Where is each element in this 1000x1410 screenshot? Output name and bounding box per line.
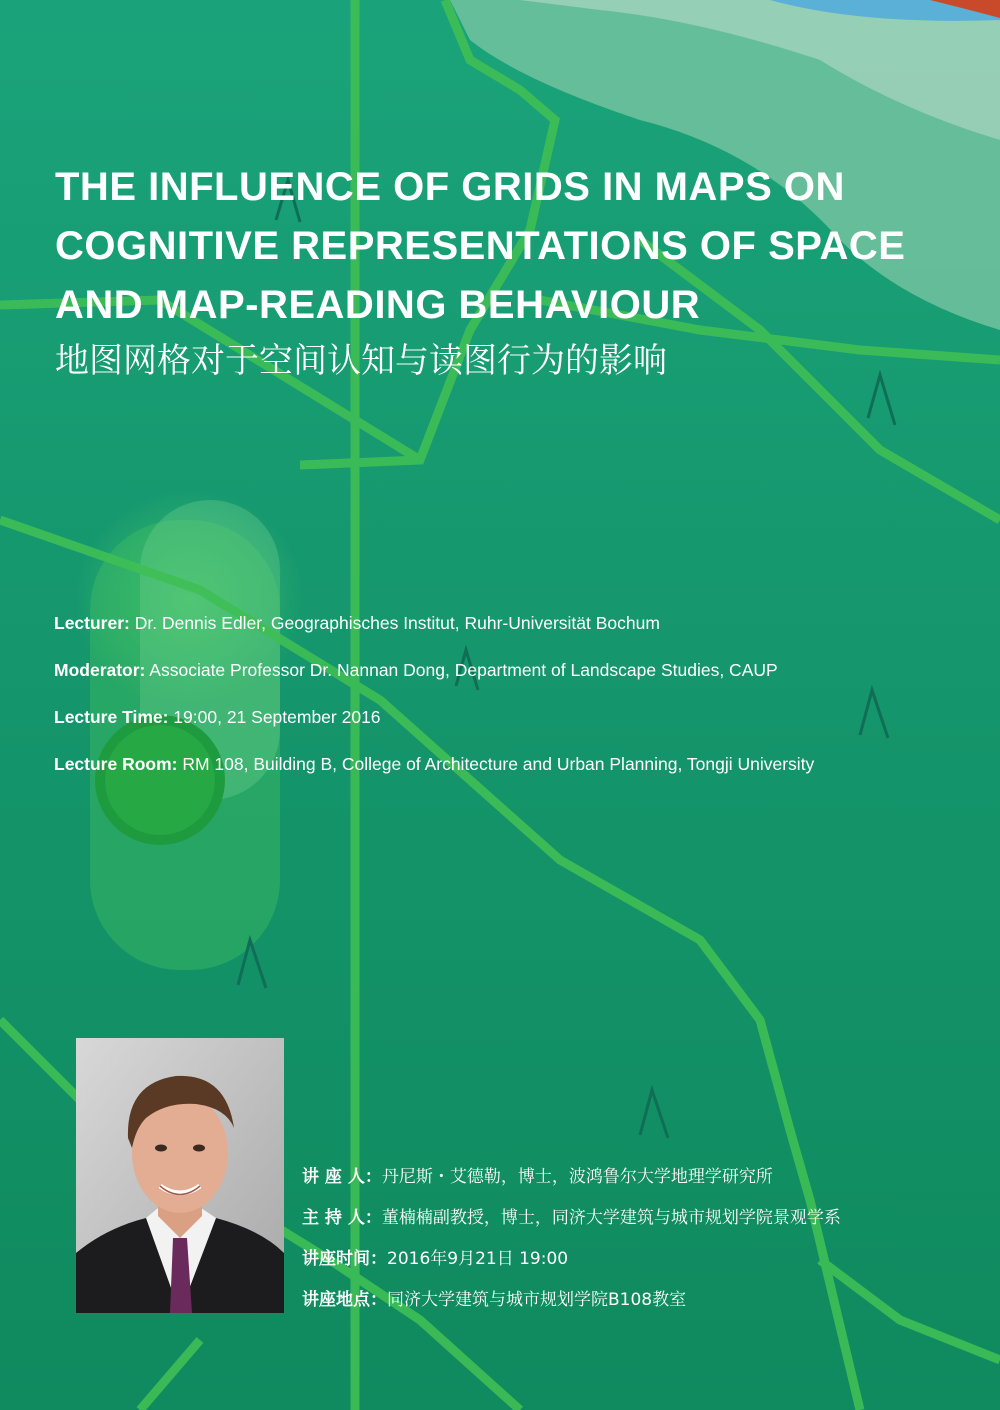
moderator-label: Moderator: (54, 660, 146, 680)
zh-moderator-row (302, 1205, 982, 1246)
zh-room-value: 同济大学建筑与城市规划学院B108教室 (387, 1290, 687, 1310)
lecture-details-chinese (302, 1164, 982, 1328)
zh-lecturer-row (302, 1164, 982, 1205)
title-line-1: THE INFLUENCE OF GRIDS IN MAPS ON (55, 165, 845, 209)
title-chinese: 地图网格对于空间认知与读图行为的影响 (55, 341, 667, 381)
title-line-2: COGNITIVE REPRESENTATIONS OF SPACE (55, 224, 906, 268)
lecture-room-value: RM 108, Building B, College of Architecture and Urban Planning, Tongji University (177, 754, 815, 774)
moderator-row (54, 658, 984, 705)
zh-moderator-value: 董楠楠副教授，博士，同济大学建筑与城市规划学院景观学系 (381, 1208, 841, 1228)
moderator-value: Associate Professor Dr. Nannan Dong, Department of Landscape Studies, CAUP (145, 660, 778, 680)
zh-time-row (302, 1246, 982, 1287)
lecture-time-row (54, 705, 984, 752)
lecturer-portrait-icon (76, 1038, 284, 1313)
zh-time-value: 2016年9月21日 19:00 (387, 1249, 569, 1269)
zh-room-label: 讲座地点： (302, 1290, 387, 1310)
lecturer-row (54, 611, 984, 658)
zh-lecturer-label: 讲 座 人： (302, 1167, 382, 1187)
lecture-time-value: 19:00, 21 September 2016 (168, 707, 381, 727)
zh-time-label: 讲座时间： (302, 1249, 387, 1269)
zh-room-row (302, 1287, 982, 1328)
zh-lecturer-value: 丹尼斯・艾德勒，博士，波鸿鲁尔大学地理学研究所 (381, 1167, 773, 1187)
lecture-details-english (54, 611, 984, 799)
lecture-time-label: Lecture Time: (54, 707, 169, 727)
lecturer-label: Lecturer: (54, 613, 130, 633)
lecturer-photo (76, 1038, 284, 1313)
lecture-room-row (54, 752, 984, 799)
zh-moderator-label: 主 持 人： (302, 1208, 382, 1228)
lecturer-value: Dr. Dennis Edler, Geographisches Institut, Ruhr-Universität Bochum (129, 613, 660, 633)
title-line-3: AND MAP-READING BEHAVIOUR (55, 283, 701, 327)
lecture-room-label: Lecture Room: (54, 754, 178, 774)
title-english (55, 158, 975, 335)
